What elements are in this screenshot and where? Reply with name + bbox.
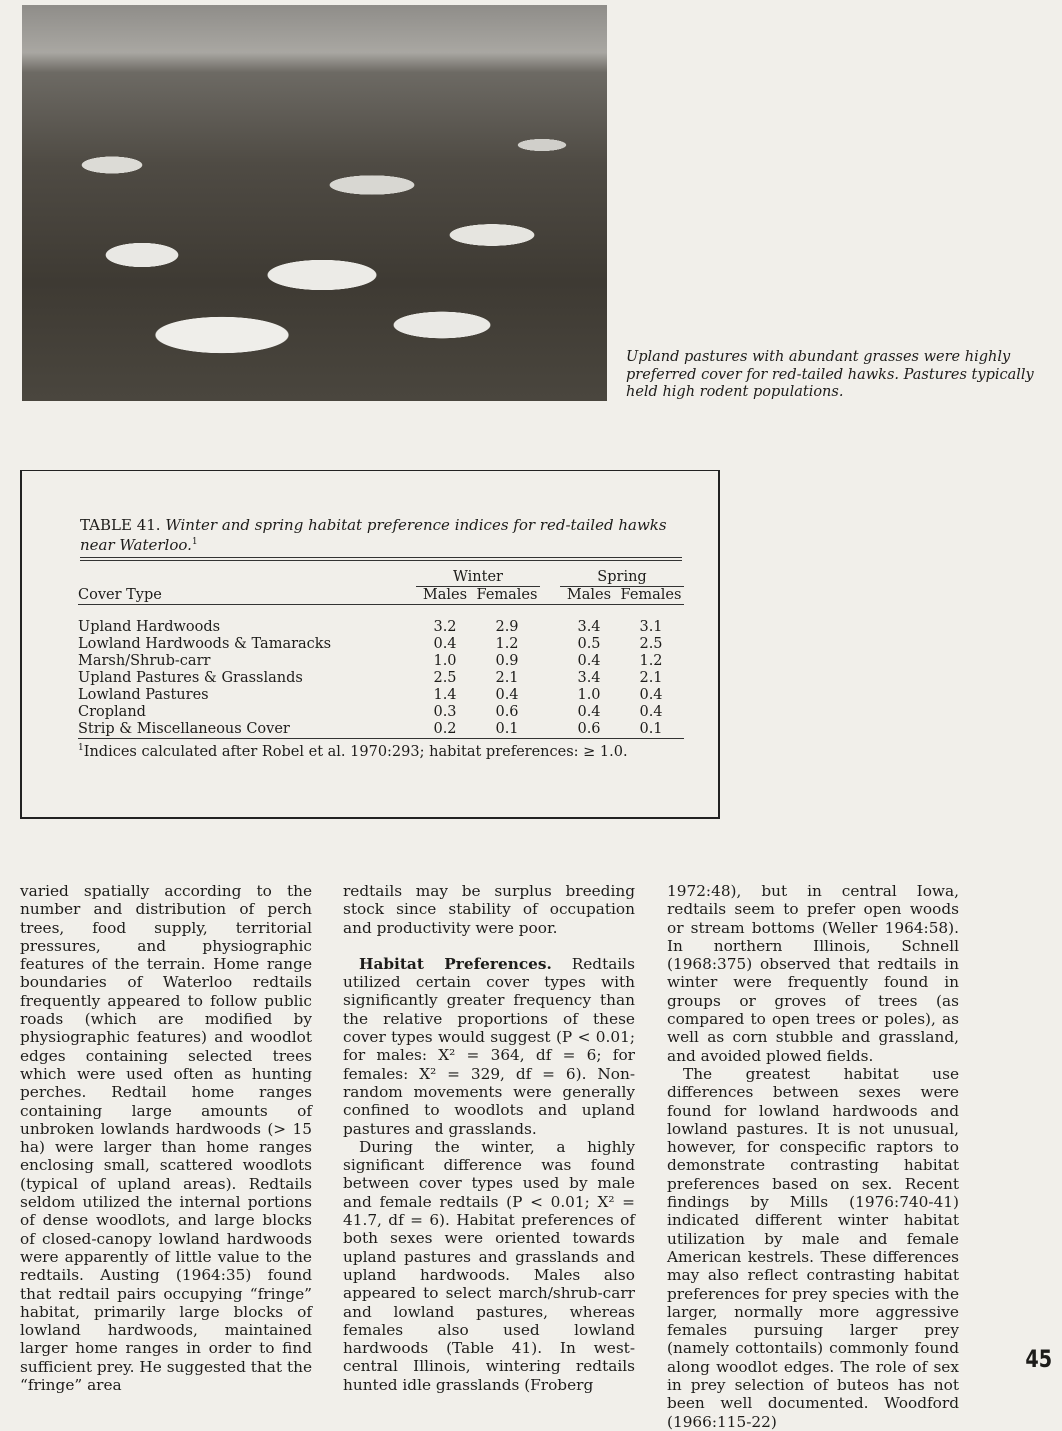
header-cover-type: Cover Type [78,586,162,603]
index-cell: 0.4 [577,704,601,720]
index-cell: 0.3 [433,704,457,720]
index-cell: 0.4 [495,687,519,703]
index-cell: 3.2 [433,619,457,635]
index-cell: 0.1 [495,721,519,737]
section-habitat-preferences: Habitat Preferences. Redtails utilized certain cover types with significantly greater frequency than the relative proportions of these cover types would suggest (P < 0.01; for males: X² = 364, df = 6; for females: X² = 329, df = 6). Non-random movements were generally confined to woodlots and upland pastures and grasslands. [343,954,635,1138]
index-cell: 0.9 [495,653,519,669]
index-cell: 1.2 [639,653,663,669]
index-cell: 0.6 [577,721,601,737]
table-row [78,636,684,653]
cover-type-cell: Upland Hardwoods [78,619,221,635]
section-heading: Habitat Preferences. [359,954,552,973]
table-row [78,670,684,687]
cover-type-cell: Cropland [78,704,146,720]
table-row [78,687,684,704]
table-row [78,619,684,636]
text-column-1: varied spatially according to the number and distribution of perch trees, food supply, territorial pressures, and physiographic features of the terrain. Home range boundaries of Waterloo redtails frequently appeared to follow public roads (which are modified by physiographic features) and woodlot edges containing selected trees which were used often as hunting perches. Redtail home ranges containing large amounts of unbroken lowlands hardwoods (> 15 ha) were larger than home ranges enclosing small, scattered woodlots (typical of upland areas). Redtails seldom utilized the internal portions of dense woodlots, and large blocks of closed-canopy lowland hardwoods were apparently of little value to the redtails. Austing (1964:35) found that redtail pairs occupying “fringe” habitat, primarily large blocks of lowland hardwoods, maintained larger home ranges in order to find sufficient prey. He suggested that the “fringe” area [20,882,312,1395]
index-cell: 2.1 [495,670,519,686]
index-cell: 3.4 [577,619,601,635]
divider [80,557,682,558]
table-title: TABLE 41. Winter and spring habitat preference indices for red-tailed hawks near Waterloo.$^1$ [80,516,667,554]
index-cell: 1.2 [495,636,519,652]
header-females: Females [476,587,538,603]
cover-type-cell: Lowland Pastures [78,687,209,703]
index-cell: 1.4 [433,687,457,703]
text-column-2: redtails may be surplus breeding stock since stability of occupation and productivity were poor. Habitat Preferences. Redtails utilized certain cover types with significantly greater frequency than the relative proportions of these cover types would suggest (P < 0.01; for males: X² = 364, df = 6; for females: X² = 329, df = 6). Non-random movements were generally confined to woodlots and upland pastures and grasslands. During the winter, a highly significant difference was found between cover types used by male and female redtails (P < 0.01; X² = 41.7, df = 6). Habitat preferences of both sexes were oriented towards upland pastures and grasslands and upland hardwoods. Males also appeared to select march/shrub-carr and lowland pastures, whereas females also used lowland hardwoods (Table 41). In west-central Illinois, wintering redtails hunted idle grasslands (Froberg [343,882,635,1394]
header-males: Males [566,587,612,603]
index-cell: 3.4 [577,670,601,686]
pasture-photo [22,5,607,401]
cover-type-cell: Marsh/Shrub-carr [78,653,211,669]
table-row [78,721,684,739]
index-cell: 2.9 [495,619,519,635]
index-cell: 0.6 [495,704,519,720]
index-cell: 2.1 [639,670,663,686]
table-row [78,653,684,670]
index-cell: 0.4 [577,653,601,669]
table-row [78,704,684,721]
divider [80,560,682,561]
page-number: 45 [1025,1345,1053,1373]
table-footnote: $^1$Indices calculated after Robel et al. 1970:293; habitat preferences: ≥ 1.0. [78,743,628,760]
index-cell: 2.5 [433,670,457,686]
header-males: Males [422,587,468,603]
index-cell: 0.4 [639,687,663,703]
header-spring: Spring [560,569,684,587]
index-cell: 0.4 [639,704,663,720]
index-cell: 1.0 [577,687,601,703]
index-cell: 0.2 [433,721,457,737]
table-41 [20,470,720,819]
index-cell: 1.0 [433,653,457,669]
cover-type-cell: Strip & Miscellaneous Cover [78,721,290,737]
index-cell: 2.5 [639,636,663,652]
photo-caption: Upland pastures with abundant grasses were highly preferred cover for red-tailed hawks. Pastures typically held high rodent populations. [626,349,1034,400]
header-females: Females [620,587,682,603]
index-cell: 0.1 [639,721,663,737]
index-cell: 3.1 [639,619,663,635]
header-winter: Winter [416,569,540,587]
text-column-3: 1972:48), but in central Iowa, redtails seem to prefer open woods or stream bottoms (Weller 1964:58). In northern Illinois, Schnell (1968:375) observed that redtails in winter were frequently found in groups or groves of trees (as compared to open trees or poles), as well as corn stubble and grassland, and avoided plowed fields. The greatest habitat use differences between sexes were found for lowland hardwoods and lowland pastures. It is not unusual, however, for conspecific raptors to demonstrate contrasting habitat preferences based on sex. Recent findings by Mills (1976:740-41) indicated different winter habitat utilization by male and female American kestrels. These differences may also reflect contrasting habitat preferences for prey species with the larger, normally more aggressive females pursuing larger prey (namely cottontails) commonly found along woodlot edges. The role of sex in prey selection of buteos has not been well documented. Woodford (1966:115-22) [667,882,959,1431]
cover-type-cell: Upland Pastures & Grasslands [78,670,303,686]
habitat-table [78,569,684,739]
index-cell: 0.5 [577,636,601,652]
cover-type-cell: Lowland Hardwoods & Tamaracks [78,636,332,652]
index-cell: 0.4 [433,636,457,652]
